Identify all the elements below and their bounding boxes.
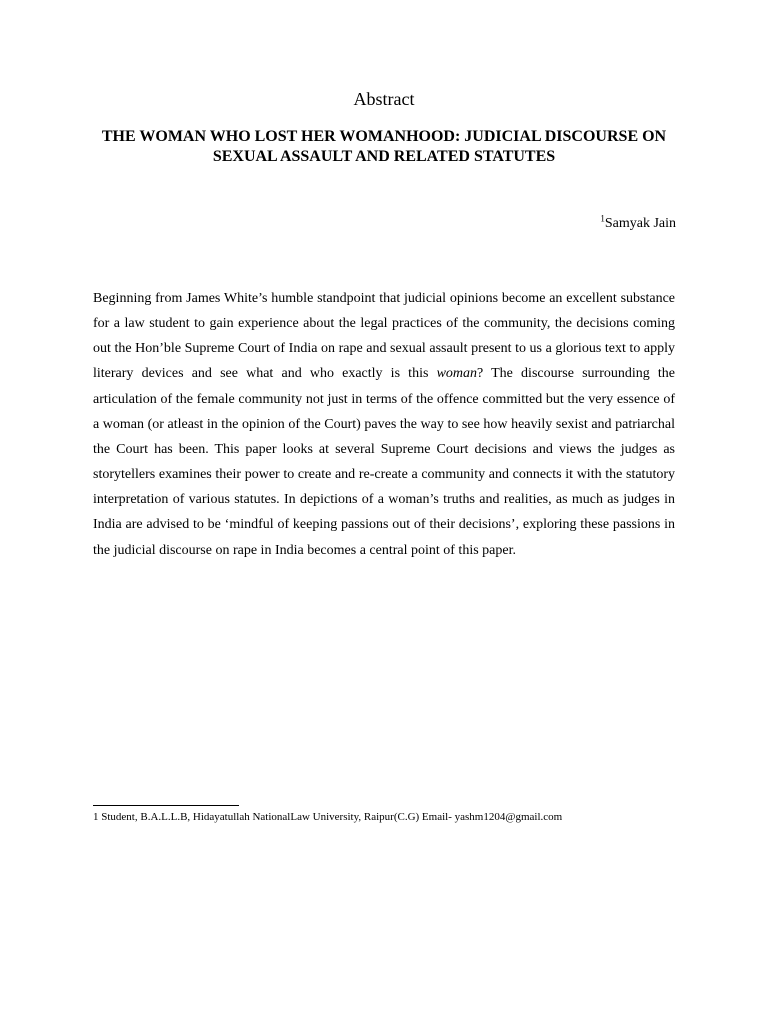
author-footnote-marker: 1 [600, 213, 605, 224]
paper-title: THE WOMAN WHO LOST HER WOMANHOOD: JUDICIAL DISCOURSE ON SEXUAL ASSAULT AND RELATED STATUTES [101, 128, 667, 165]
author-name: Samyak Jain [604, 216, 676, 231]
abstract-text-part-1: Beginning from James White’s humble standpoint that judicial opinions become an excellent substance for a law student to gain experience about the legal practices of the community, the decisions coming out the Hon’ble Supreme Court of India on rape and sexual assault present to us a glorious text to apply literary devices and see what and who exactly is this [93, 291, 675, 382]
footnote: 1 Student, B.A.L.L.B, Hidayatullah NationalLaw University, Raipur(C.G) Email- yashm1204@gmail.com [93, 811, 563, 823]
abstract-paragraph [93, 286, 675, 563]
footnote-separator [93, 805, 239, 806]
abstract-heading: Abstract [353, 89, 415, 109]
abstract-emphasis-word: woman [436, 366, 478, 382]
author-line [600, 215, 676, 233]
abstract-text-part-2: ? The discourse surrounding the articulation of the female community not just in terms of the offence committed but the very essence of a woman (or atleast in the opinion of the Court) paves the way to see how heavily sexist and patriarchal the Court has been. This paper looks at several Supreme Court decisions and views the judges as storytellers examines their power to create and re-create a community and connects it with the statutory interpretation of various statutes. In depictions of a woman’s truths and realities, as much as judges in India are advised to be ‘mindful of keeping passions out of their decisions’, exploring these passions in the judicial discourse on rape in India becomes a central point of this paper. [93, 366, 675, 558]
